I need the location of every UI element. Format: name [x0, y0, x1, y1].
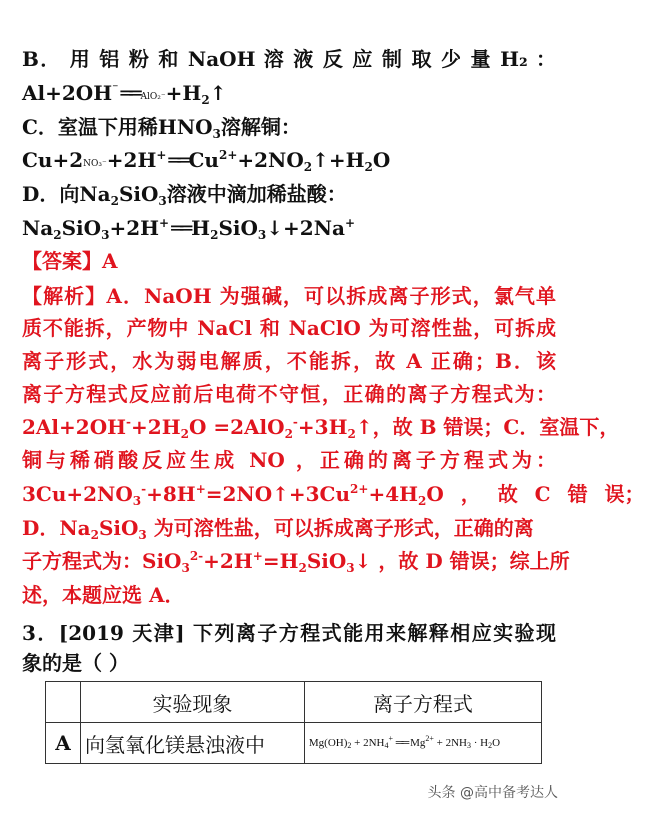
row-label: A [46, 723, 81, 764]
analysis-line-1: 【解析】A．NaOH 为强碱，可以拆成离子形式，氯气单 [22, 284, 556, 308]
option-c: C．室温下用稀$HNO_3$溶解铜： [22, 115, 301, 141]
equation-b: Al+2OH⁻ ══ $AlO_2^-+H_2↑$ [22, 81, 227, 107]
question-3-line-2: 象的是（ ） [22, 651, 129, 675]
table-header-cell: 离子方程式 [304, 682, 541, 723]
answer: 【答案】A [22, 249, 118, 273]
answer-table [45, 681, 542, 764]
watermark: 头条 @高中备考达人 [427, 785, 558, 801]
analysis-line-3: 离子形式，水为弱电解质，不能拆，故 A 正确；B．该 [22, 349, 556, 373]
question-3-line-1: 3．[2019 天津] 下列离子方程式能用来解释相应实验现 [22, 621, 556, 645]
option-b: B． 用 铝 粉 和 NaOH 溶 液 反 应 制 取 少 量 H₂ ： [22, 47, 556, 71]
table-header-cell [46, 682, 81, 723]
table-row [46, 723, 542, 764]
option-d: D．向$Na_2SiO_3$溶液中滴加稀盐酸： [22, 182, 347, 208]
equation-d: $Na_2SiO_3+2H^+$ ══ $H_2SiO_3↓+2Na^+$ [22, 216, 355, 242]
table-header-row [46, 682, 542, 723]
analysis-line-9: 子方程式为：$SiO_3^{2-}+2H^+=H_2SiO_3↓$ ，故 D 错误；综上所 [22, 549, 570, 575]
row-formula: $Mg(OH)_2 + 2NH_4^+$ ══ $Mg^{2+} + 2NH_3 \cdot H_2O$ [304, 723, 541, 764]
analysis-line-2: 质不能拆，产物中 NaCl 和 NaClO 为可溶性盐，可拆成 [22, 316, 556, 340]
analysis-line-4: 离子方程式反应前后电荷不守恒，正确的离子方程式为： [22, 382, 556, 406]
row-phenomenon: 向氢氧化镁悬浊液中 [81, 723, 305, 764]
analysis-line-6: 铜与稀硝酸反应生成 NO ，正确的离子方程式为： [22, 448, 556, 472]
table-header-cell: 实验现象 [81, 682, 305, 723]
analysis-line-10: 述，本题应选 A． [22, 583, 185, 607]
analysis-line-8: D．$Na_2SiO_3$ 为可溶性盐，可以拆成离子形式，正确的离 [22, 516, 534, 542]
analysis-line-5: $2Al+2OH^-+2H_2O$ $=2AlO_2^-+3H_2↑$，故 B 错误；C．室温下， [22, 415, 620, 441]
equation-c: Cu+2NO₃⁻+2H+ ══ $Cu^{2+}+2NO_2↑+H_2O$ [22, 148, 391, 174]
analysis-line-7: $3Cu+2NO_3^-+8H^+=2NO↑+3Cu^{2+}+4H_2O$ ， 故 C 错 误； [22, 482, 645, 508]
